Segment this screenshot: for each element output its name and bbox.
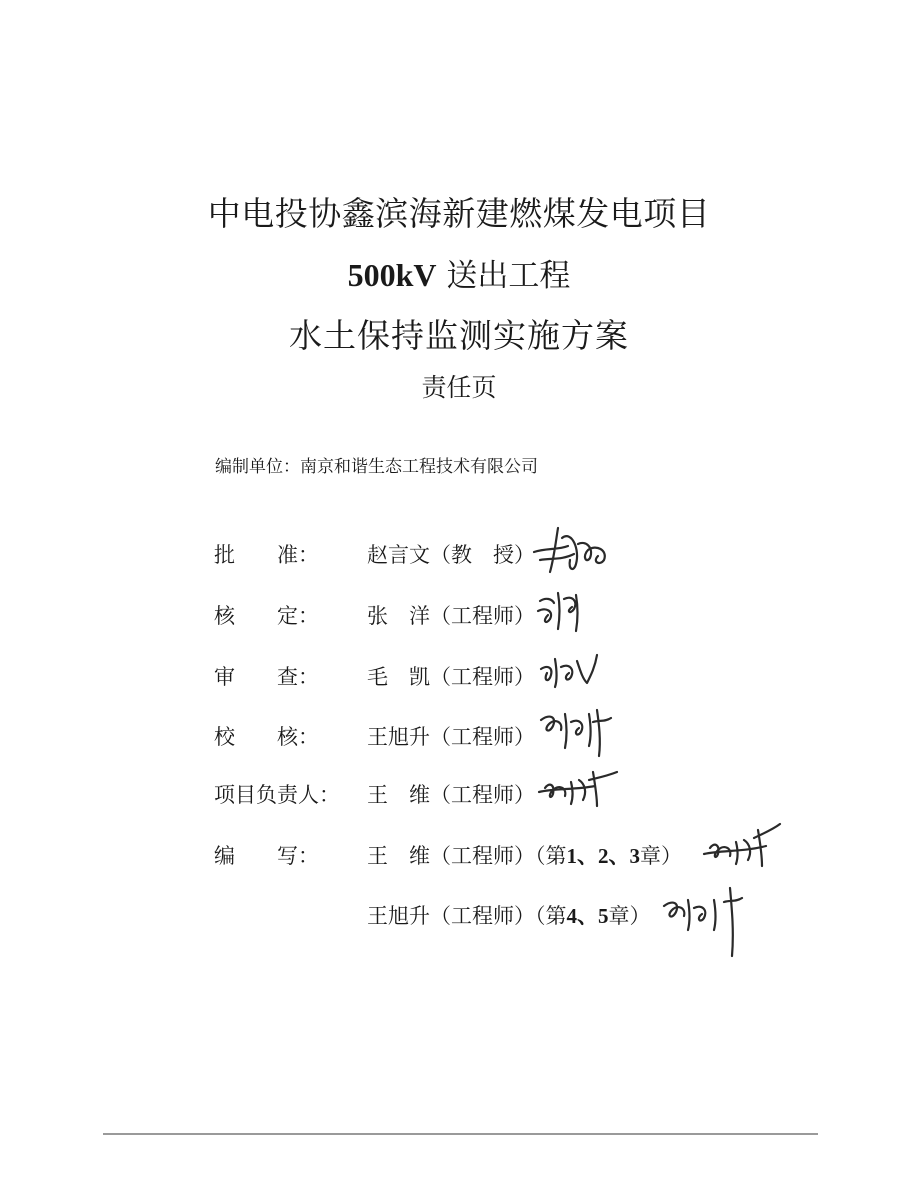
role-writer: 编 写： xyxy=(214,844,319,868)
writer-1-chapters: 1、2、3 xyxy=(566,844,640,868)
project-title: 中电投协鑫滨海新建燃煤发电项目 xyxy=(207,194,711,233)
signature-check xyxy=(535,700,620,760)
page-bottom-rule xyxy=(103,1133,818,1135)
role-project-lead: 项目负责人： xyxy=(214,783,340,807)
person-project-lead: 王 维（工程师） xyxy=(367,783,535,807)
document-title: 水土保持监测实施方案 xyxy=(289,316,629,355)
person-approve: 赵言文（教 授） xyxy=(367,543,535,567)
page-heading: 责任页 xyxy=(421,373,497,402)
person-writer-2 xyxy=(367,900,651,930)
subtitle-rest: 送出工程 xyxy=(436,258,571,294)
role-review: 审 查： xyxy=(214,665,319,689)
signature-writer-1 xyxy=(700,812,785,872)
person-review: 毛 凯（工程师） xyxy=(367,665,535,689)
signature-verify xyxy=(532,585,592,635)
writer-2-name: 王旭升（工程师）（第 xyxy=(367,904,567,928)
voltage-label: 500kV xyxy=(347,257,437,293)
role-approve: 批 准： xyxy=(214,543,319,567)
signature-review xyxy=(535,645,605,695)
compiling-unit: 编制单位：南京和谐生态工程技术有限公司 xyxy=(215,457,538,477)
person-check: 王旭升（工程师） xyxy=(367,725,535,749)
role-verify: 核 定： xyxy=(214,604,319,628)
signature-project-lead xyxy=(535,762,625,812)
role-check: 校 核： xyxy=(214,725,319,749)
signature-writer-2 xyxy=(658,880,748,960)
person-writer-1 xyxy=(367,840,682,870)
writer-1-name: 王 维（工程师）（第 xyxy=(367,844,567,868)
signature-approve xyxy=(528,520,618,580)
writer-2-suffix: 章） xyxy=(608,904,651,928)
writer-1-suffix: 章） xyxy=(640,844,682,868)
writer-2-chapters: 4、5 xyxy=(566,904,609,928)
person-verify: 张 洋（工程师） xyxy=(367,604,535,628)
project-subtitle xyxy=(0,250,918,295)
